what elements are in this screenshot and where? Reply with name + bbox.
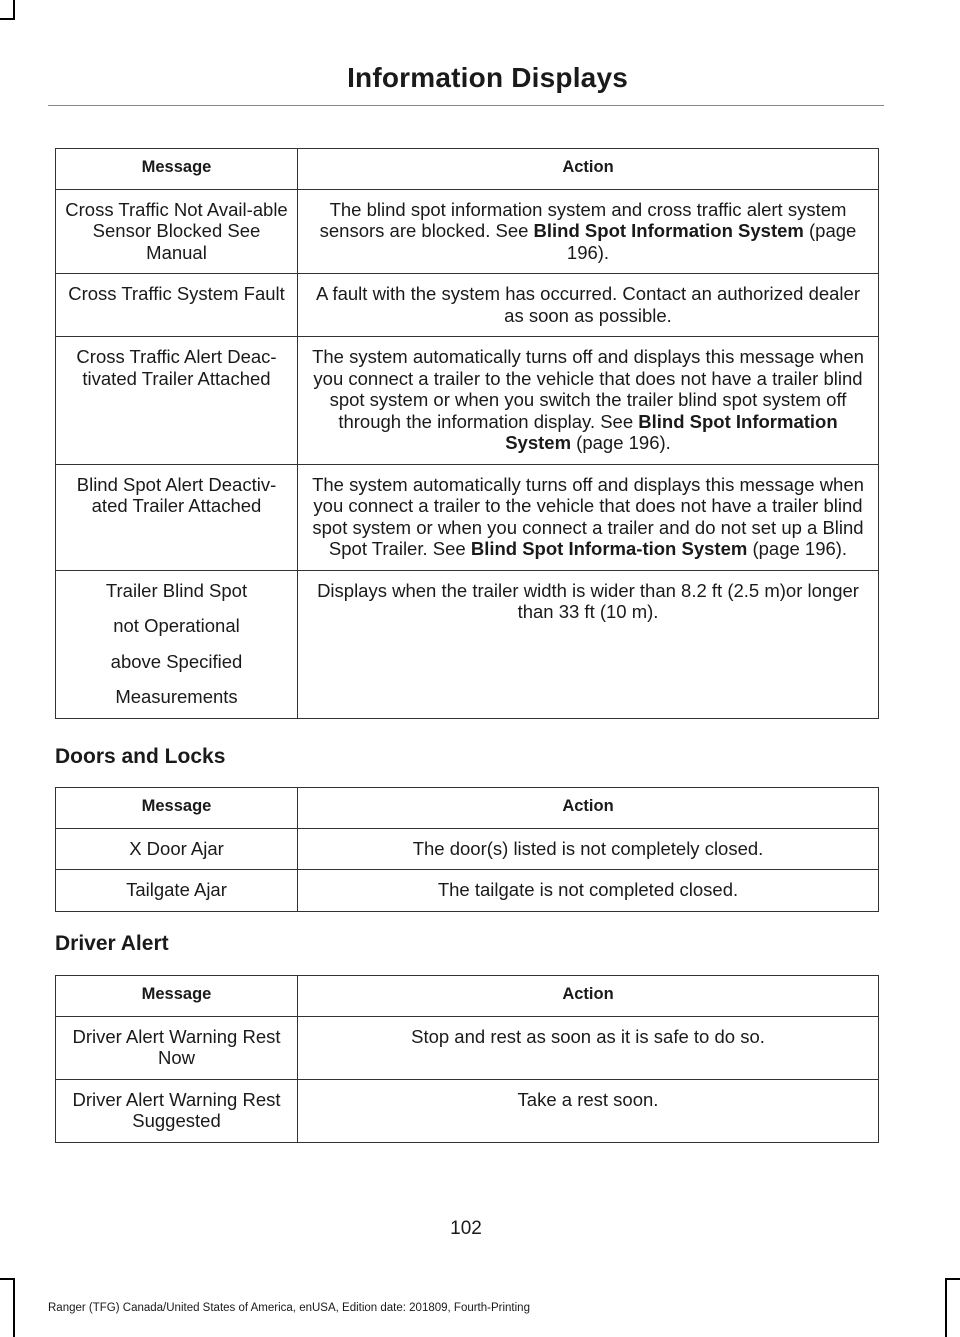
message-cell: Blind Spot Alert Deactiv-ated Trailer Attached <box>56 464 298 570</box>
crop-mark-bottom-left-h <box>0 1278 15 1280</box>
table-row <box>56 870 879 912</box>
crop-mark-bottom-right-v <box>945 1278 947 1337</box>
action-cell <box>298 337 879 465</box>
page-reference: (page 196). <box>747 538 848 559</box>
action-cell: The door(s) listed is not completely closed. <box>298 828 879 870</box>
page-reference: (page 196). <box>566 220 857 263</box>
action-cell <box>298 464 879 570</box>
message-line: above Specified <box>110 650 243 672</box>
cross-reference-link[interactable]: Blind Spot Information System <box>533 220 804 241</box>
footer-edition-info: Ranger (TFG) Canada/United States of America, enUSA, Edition date: 201809, Fourth-Printing <box>48 1302 530 1314</box>
table-header-row <box>56 149 879 190</box>
action-text: The system automatically turns off and displays this message when you connect a trailer to the vehicle that does not have a trailer blind spot system or when you switch the trailer blind spot system off through the information display. See <box>312 346 864 432</box>
table-row <box>56 1079 879 1142</box>
table-row <box>56 1016 879 1079</box>
driver-alert-message-table <box>55 975 879 1143</box>
table-row <box>56 189 879 274</box>
page-title: Information Displays <box>347 62 628 93</box>
table-row <box>56 337 879 465</box>
message-line: not Operational <box>113 615 240 636</box>
message-line: Trailer Blind Spot <box>105 579 248 601</box>
action-cell: Take a rest soon. <box>298 1079 879 1142</box>
crop-mark-bottom-right-h <box>945 1278 960 1280</box>
column-header-action: Action <box>298 149 879 190</box>
header-rule <box>48 105 884 106</box>
crop-mark-bottom-left-v <box>13 1278 15 1337</box>
crop-mark-top-left-h <box>0 18 15 20</box>
cross-reference-link[interactable]: Blind Spot Informa-tion System <box>470 538 748 559</box>
action-cell: A fault with the system has occurred. Contact an authorized dealer as soon as possible. <box>298 274 879 337</box>
message-cell: X Door Ajar <box>56 828 298 870</box>
message-cell: Tailgate Ajar <box>56 870 298 912</box>
column-header-message: Message <box>56 976 298 1017</box>
section-heading-driver-alert: Driver Alert <box>55 932 169 955</box>
page-number: 102 <box>450 1218 482 1239</box>
message-cell: Cross Traffic Not Avail-able Sensor Blocked See Manual <box>56 189 298 274</box>
table-row <box>56 570 879 718</box>
doors-message-table <box>55 787 879 912</box>
column-header-message: Message <box>56 788 298 829</box>
cross-reference-link[interactable]: Blind Spot Information System <box>505 410 838 453</box>
message-cell: Cross Traffic System Fault <box>56 274 298 337</box>
action-text: The blind spot information system and cross traffic alert system sensors are blocked. See <box>319 198 847 241</box>
action-cell: The tailgate is not completed closed. <box>298 870 879 912</box>
action-cell: Displays when the trailer width is wider than 8.2 ft (2.5 m)or longer than 33 ft (10 m). <box>298 570 879 718</box>
message-cell: Driver Alert Warning Rest Suggested <box>56 1079 298 1142</box>
table-row <box>56 828 879 870</box>
action-cell <box>298 189 879 274</box>
section-heading-doors-and-locks: Doors and Locks <box>55 745 226 768</box>
page-reference: (page 196). <box>571 432 671 453</box>
column-header-message: Message <box>56 149 298 190</box>
column-header-action: Action <box>298 788 879 829</box>
cross-traffic-message-table <box>55 148 879 719</box>
table-row <box>56 464 879 570</box>
message-cell <box>56 570 298 718</box>
message-cell: Driver Alert Warning Rest Now <box>56 1016 298 1079</box>
crop-mark-top-left-v <box>13 0 15 20</box>
column-header-action: Action <box>298 976 879 1017</box>
table-row <box>56 274 879 337</box>
message-line: Measurements <box>115 686 238 707</box>
action-cell: Stop and rest as soon as it is safe to do so. <box>298 1016 879 1079</box>
table-header-row <box>56 788 879 829</box>
table-header-row <box>56 976 879 1017</box>
message-cell: Cross Traffic Alert Deac-tivated Trailer Attached <box>56 337 298 465</box>
action-text: The system automatically turns off and displays this message when you connect a trailer to the vehicle that does not have a trailer blind spot system or when you connect a trailer and do not set up a Blind Spot Trailer. See <box>312 473 864 559</box>
